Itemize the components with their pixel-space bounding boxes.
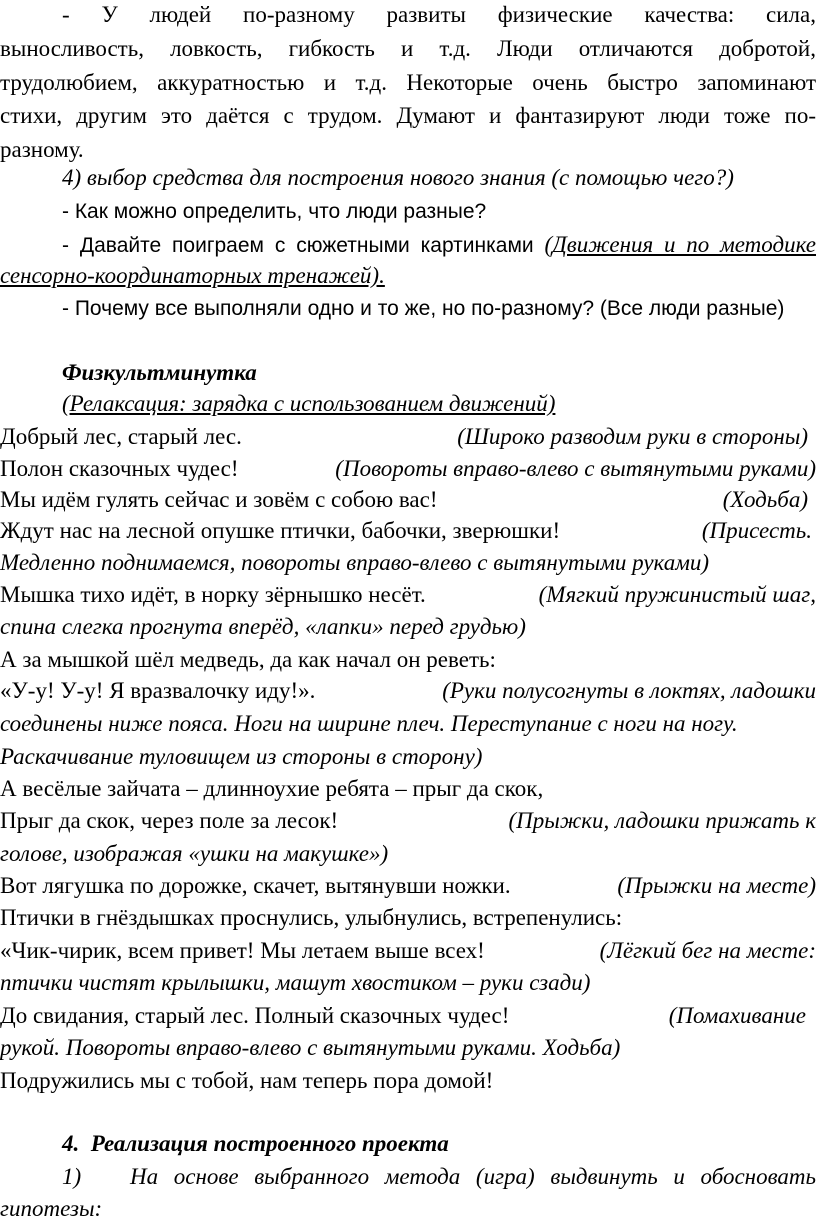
section-4-heading — [0, 1129, 816, 1159]
poem-note: (Руки полусогнуты в локтях, ладошки — [442, 678, 816, 703]
item-1-text: На основе выбранного метода (игра) выдвинуть и обосновать — [130, 1164, 816, 1189]
poem-text: Ждут нас на лесной опушке птички, бабочки, зверюшки! — [0, 518, 561, 543]
poem-note: (Присесть. — [701, 518, 812, 543]
poem-line — [0, 1066, 816, 1096]
poem-line — [0, 936, 816, 966]
fizkult-subtitle: (Релаксация: зарядка с использованием движений) — [62, 391, 556, 416]
question-2: - Почему все выполняли одно и то же, но по-разному? (Все люди разные) — [62, 297, 785, 320]
poem-text: А за мышкой шёл медведь, да как начал он реветь: — [0, 647, 496, 672]
poem-note: (Широко разводим руки в стороны) — [457, 424, 808, 449]
poem-line — [0, 485, 816, 515]
poem-text: Мышка тихо идёт, в норку зёрнышко несёт. — [0, 582, 426, 607]
step-4-heading: 4) выбор средства для построения нового знания (с помощью чего?) — [62, 165, 734, 190]
poem-note: (Помахивание — [668, 1003, 806, 1028]
poem-note: (Повороты вправо-влево с вытянутыми руками) — [335, 456, 816, 481]
item-1-line-2: гипотезы: — [0, 1196, 103, 1221]
poem-line — [0, 1001, 816, 1031]
intro-line-1: - У людей по-разному развиты физические качества: сила, — [62, 2, 816, 27]
game-note-1: (Движения и по методике — [544, 232, 816, 257]
fizkult-title: Физкультминутка — [62, 360, 257, 385]
section-4-title: Реализация построенного проекта — [90, 1131, 449, 1156]
poem-note: (Лёгкий бег на месте: — [599, 938, 816, 963]
intro-line-3: трудолюбием, аккуратностью и т.д. Некоторые очень быстро запоминают — [0, 70, 816, 95]
poem-text: Полон сказочных чудес! — [0, 456, 239, 481]
question-1: - Как можно определить, что люди разные? — [62, 200, 487, 223]
poem-text: «У-у! У-у! Я вразвалочку иду!». — [0, 678, 316, 703]
poem-line — [0, 454, 816, 484]
poem-text: Вот лягушка по дорожке, скачет, вытянувши ножки. — [0, 873, 511, 898]
game-note-2: сенсорно-координаторных тренажей). — [0, 263, 385, 288]
poem-line — [0, 580, 816, 610]
poem-line — [0, 774, 816, 804]
poem-text: Подружились мы с тобой, нам теперь пора домой! — [0, 1068, 494, 1093]
poem-text: До свидания, старый лес. Полный сказочных чудес! — [0, 1003, 510, 1028]
poem-text: Прыг да скок, через поле за лесок! — [0, 808, 339, 833]
poem-note: (Прыжки, ладошки прижать к — [508, 808, 816, 833]
intro-line-4: стихи, другим это даётся с трудом. Думают и фантазируют люди тоже по- — [0, 103, 816, 128]
intro-line-2: выносливость, ловкость, гибкость и т.д. Люди отличаются добротой, — [0, 36, 816, 61]
game-line — [0, 230, 816, 261]
poem-text: Добрый лес, старый лес. — [0, 424, 242, 449]
poem-line — [0, 645, 816, 675]
poem-note-cont: птички чистят крылышки, машут хвостиком – руки сзади) — [0, 970, 591, 995]
poem-text: Мы идём гулять сейчас и зовём с собою вас! — [0, 487, 438, 512]
intro-line-5: разному. — [0, 137, 84, 162]
game-text: - Давайте поиграем с сюжетными картинками — [62, 234, 545, 257]
poem-note: (Прыжки на месте) — [617, 873, 816, 898]
poem-text: «Чик-чирик, всем привет! Мы летаем выше всех! — [0, 938, 485, 963]
poem-note: (Мягкий пружинистый шаг, — [538, 582, 816, 607]
poem-line — [0, 871, 816, 901]
poem-note-cont: голове, изображая «ушки на макушке») — [0, 841, 389, 866]
poem-line — [0, 806, 816, 836]
poem-line — [0, 516, 816, 546]
poem-line — [0, 676, 816, 706]
poem-text: А весёлые зайчата – длинноухие ребята – прыг да скок, — [0, 776, 544, 801]
section-4-number: 4. — [62, 1131, 80, 1156]
poem-note-cont: соединены ниже пояса. Ноги на ширине плеч. Переступание с ноги на ногу. — [0, 711, 738, 736]
poem-note: (Ходьба) — [722, 487, 808, 512]
poem-note-cont: рукой. Повороты вправо-влево с вытянутыми руками. Ходьба) — [0, 1035, 621, 1060]
poem-line — [0, 903, 816, 933]
poem-note-cont: Медленно поднимаемся, повороты вправо-влево с вытянутыми руками) — [0, 550, 710, 575]
item-1-number: 1) — [62, 1164, 82, 1189]
poem-note-cont: спина слегка прогнута вперёд, «лапки» перед грудью) — [0, 614, 526, 639]
poem-note-cont: Раскачивание туловищем из стороны в сторону) — [0, 744, 483, 769]
poem-line — [0, 422, 816, 452]
poem-text: Птички в гнёздышках проснулись, улыбнулись, встрепенулись: — [0, 905, 623, 930]
